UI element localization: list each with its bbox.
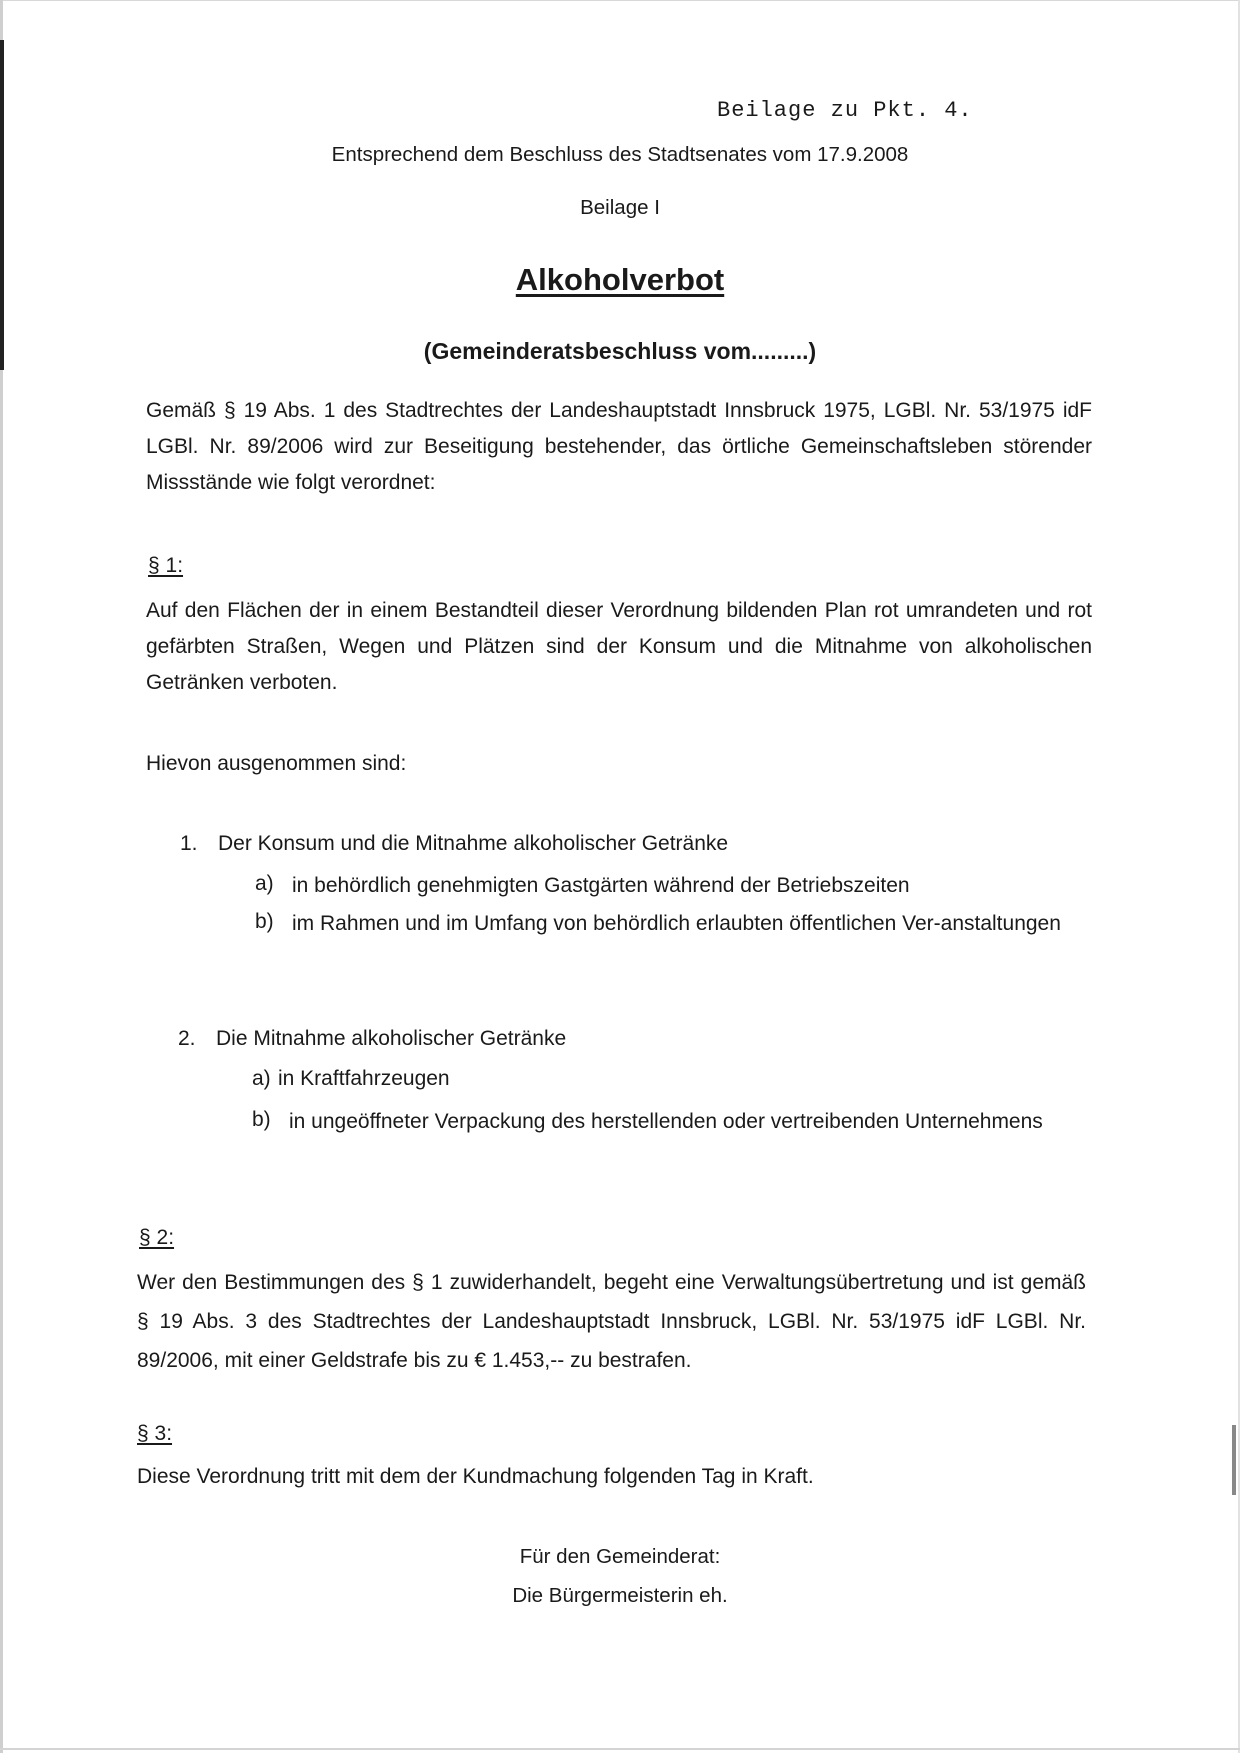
- exception-1a-text: in behördlich genehmigten Gastgärten während der Betriebszeiten: [292, 874, 910, 897]
- exception-2-number: 2.: [178, 1027, 196, 1050]
- section-1-heading: § 1:: [148, 554, 184, 577]
- section-3-heading: § 3:: [137, 1422, 173, 1445]
- signature-line-1: Für den Gemeinderat:: [519, 1545, 721, 1568]
- signature-line-2: Die Bürgermeisterin eh.: [512, 1584, 728, 1607]
- exception-2-text: Die Mitnahme alkoholischer Getränke: [216, 1027, 567, 1050]
- section-2-text: Wer den Bestimmungen des § 1 zuwiderhandelt, begeht eine Verwaltungsübertretung und ist gemäß § 19 Abs. 3 des Stadtrechtes der Landeshauptstadt Innsbruck, LGBl. Nr. 53/1975 idF LGBl. Nr. 89/2006, mit einer Geldstrafe bis zu € 1.453,-- zu bestrafen.: [137, 1271, 1086, 1372]
- section-3-text: Diese Verordnung tritt mit dem der Kundmachung folgenden Tag in Kraft.: [137, 1465, 814, 1488]
- exception-1b-letter: b): [255, 910, 274, 933]
- exception-1-number: 1.: [180, 832, 198, 855]
- exception-2a-text: in Kraftfahrzeugen: [278, 1067, 450, 1090]
- document-subtitle: (Gemeinderatsbeschluss vom.........): [423, 338, 817, 364]
- exception-1a-letter: a): [255, 872, 274, 895]
- exception-2b-text: in ungeöffneter Verpackung des herstellenden oder vertreibenden Unternehmens: [289, 1110, 1043, 1133]
- section-2-heading: § 2:: [139, 1226, 175, 1249]
- decision-note: Entsprechend dem Beschluss des Stadtsenates vom 17.9.2008: [331, 143, 909, 166]
- document-title: Alkoholverbot: [515, 262, 725, 297]
- section-1-text: Auf den Flächen der in einem Bestandteil dieser Verordnung bildenden Plan rot umrandeten und rot gefärbten Straßen, Wegen und Plätzen sind der Konsum und die Mitnahme von alkoholischen Getränken verboten.: [146, 599, 1092, 694]
- exception-1-text: Der Konsum und die Mitnahme alkoholischer Getränke: [218, 832, 729, 855]
- scan-edge-top: [0, 0, 1240, 1]
- preamble-paragraph: Gemäß § 19 Abs. 1 des Stadtrechtes der Landeshauptstadt Innsbruck 1975, LGBl. Nr. 53/1975 idF LGBl. Nr. 89/2006 wird zur Beseitigung bestehender, das örtliche Gemeinschaftsleben störender Missstände wie folgt verordnet:: [146, 399, 1092, 494]
- attachment-reference: Beilage zu Pkt. 4.: [717, 98, 973, 123]
- scan-binding-mark-right: [1232, 1425, 1236, 1495]
- scan-edge-bottom: [0, 1748, 1240, 1750]
- exceptions-intro: Hievon ausgenommen sind:: [146, 752, 407, 775]
- attachment-label: Beilage I: [580, 196, 660, 219]
- exception-2b-letter: b): [252, 1108, 271, 1131]
- exception-1b-text: im Rahmen und im Umfang von behördlich erlaubten öffentlichen Ver-anstaltungen: [292, 912, 1061, 935]
- exception-2a-letter: a): [252, 1067, 271, 1090]
